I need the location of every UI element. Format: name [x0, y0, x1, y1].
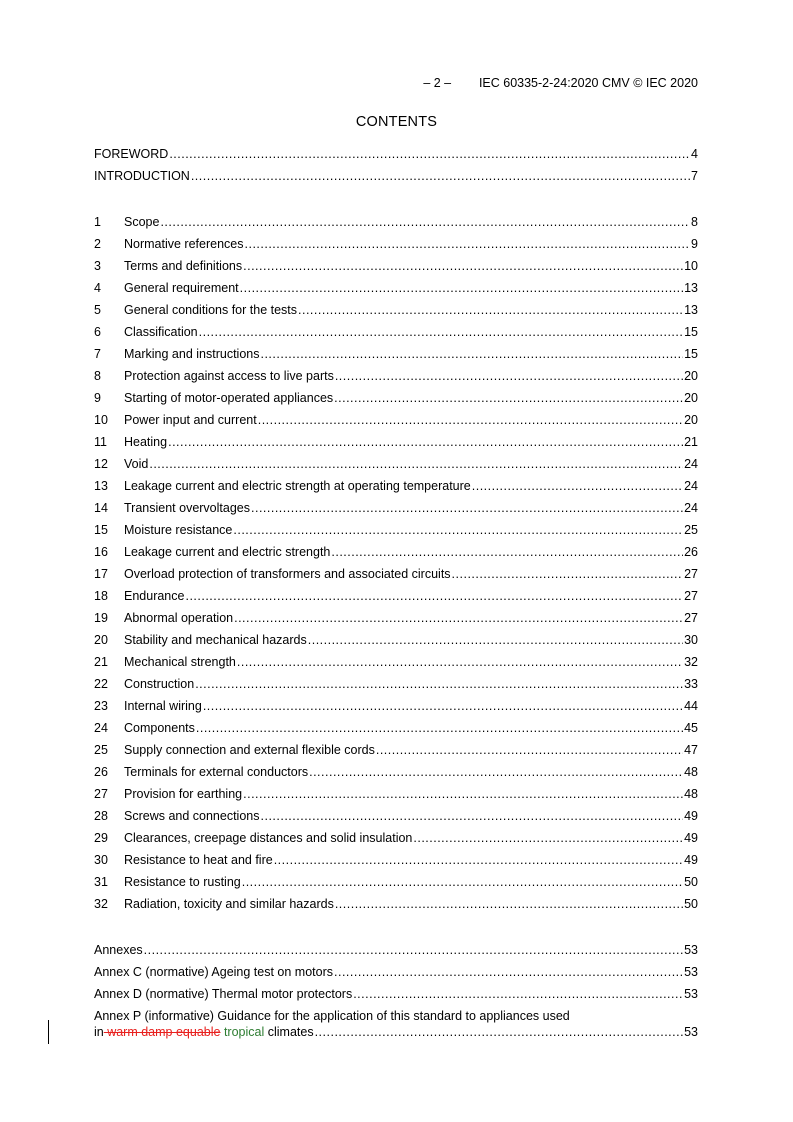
toc-entry[interactable]	[94, 874, 698, 890]
dot-leader	[169, 146, 690, 162]
toc-entry[interactable]	[94, 280, 698, 296]
toc-entry-title: Resistance to heat and fire	[124, 853, 273, 867]
toc-entry-title: Marking and instructions	[124, 347, 260, 361]
toc-entry[interactable]	[94, 146, 698, 162]
dot-leader	[334, 390, 683, 406]
toc-page-number: 21	[684, 435, 698, 449]
toc-entry-title: Leakage current and electric strength	[124, 545, 331, 559]
toc-page-number: 8	[691, 215, 698, 229]
page-number: – 2 –	[423, 76, 452, 90]
dot-leader	[149, 456, 683, 472]
dot-leader	[413, 830, 683, 846]
dot-leader	[195, 676, 683, 692]
toc-entry[interactable]	[94, 302, 698, 318]
dot-leader	[168, 434, 683, 450]
clause-number: 9	[94, 391, 101, 405]
dot-leader	[298, 302, 683, 318]
dot-leader	[376, 742, 683, 758]
toc-entry[interactable]	[94, 964, 698, 980]
clause-number: 3	[94, 259, 101, 273]
toc-entry[interactable]	[94, 676, 698, 692]
toc-page-number: 49	[684, 831, 698, 845]
toc-entry[interactable]	[94, 830, 698, 846]
dot-leader	[243, 786, 683, 802]
toc-entry-title: Resistance to rusting	[124, 875, 241, 889]
toc-entry-title: Heating	[124, 435, 168, 449]
clause-number: 22	[94, 677, 108, 691]
clause-number: 27	[94, 787, 108, 801]
toc-entry-title: Endurance	[124, 589, 185, 603]
page-header	[0, 76, 698, 90]
toc-entry[interactable]	[94, 610, 698, 626]
toc-entry[interactable]	[94, 896, 698, 912]
toc-entry-title: Construction	[124, 677, 195, 691]
clause-number: 26	[94, 765, 108, 779]
clause-number: 1	[94, 215, 101, 229]
dot-leader	[274, 852, 683, 868]
clause-number: 14	[94, 501, 108, 515]
toc-entry[interactable]	[94, 786, 698, 802]
toc-entry-title: Annexes	[94, 943, 143, 957]
toc-entry-title: Terms and definitions	[124, 259, 243, 273]
dot-leader	[237, 654, 683, 670]
clause-number: 12	[94, 457, 108, 471]
toc-entry[interactable]	[94, 566, 698, 582]
toc-entry[interactable]	[94, 236, 698, 252]
toc-entry[interactable]	[94, 390, 698, 406]
toc-page-number: 49	[684, 809, 698, 823]
toc-entry[interactable]	[94, 412, 698, 428]
annex-p-line1[interactable]: Annex P (informative) Guidance for the application of this standard to appliances used	[94, 1009, 570, 1023]
dot-leader	[353, 986, 683, 1002]
toc-page-number: 53	[684, 1025, 698, 1039]
toc-entry[interactable]	[94, 764, 698, 780]
dot-leader	[452, 566, 684, 582]
clause-number: 17	[94, 567, 108, 581]
clause-number: 2	[94, 237, 101, 251]
inserted-text: tropical	[220, 1025, 265, 1039]
toc-entry-title: Classification	[124, 325, 198, 339]
dot-leader	[191, 168, 690, 184]
toc-entry[interactable]	[94, 698, 698, 714]
toc-entry-title: Stability and mechanical hazards	[124, 633, 307, 647]
clause-number: 13	[94, 479, 108, 493]
toc-entry[interactable]	[94, 214, 698, 230]
toc-entry-title: Abnormal operation	[124, 611, 234, 625]
clause-number: 23	[94, 699, 108, 713]
toc-page-number: 44	[684, 699, 698, 713]
toc-page-number: 10	[684, 259, 698, 273]
toc-entry[interactable]	[94, 346, 698, 362]
clause-number: 29	[94, 831, 108, 845]
clause-number: 5	[94, 303, 101, 317]
toc-page-number: 7	[691, 169, 698, 183]
clause-number: 21	[94, 655, 108, 669]
dot-leader	[260, 346, 683, 362]
toc-entry-title: Normative references	[124, 237, 244, 251]
toc-page-number: 26	[684, 545, 698, 559]
toc-page-number: 49	[684, 853, 698, 867]
toc-page-number: 15	[684, 347, 698, 361]
dot-leader	[243, 258, 683, 274]
annex-p-prefix: in	[94, 1025, 104, 1039]
clause-number: 16	[94, 545, 108, 559]
toc-page-number: 13	[684, 281, 698, 295]
toc-entry-title: Radiation, toxicity and similar hazards	[124, 897, 334, 911]
toc-entry[interactable]	[94, 324, 698, 340]
toc-page-number: 47	[684, 743, 698, 757]
toc-entry-title: Scope	[124, 215, 160, 229]
toc-page-number: 20	[684, 413, 698, 427]
dot-leader	[245, 236, 691, 252]
clause-number: 11	[94, 435, 107, 449]
toc-entry-title: Protection against access to live parts	[124, 369, 334, 383]
dot-leader	[258, 412, 683, 428]
toc-entry[interactable]	[94, 986, 698, 1002]
toc-entry-title: Terminals for external conductors	[124, 765, 309, 779]
toc-entry-title: Screws and connections	[124, 809, 260, 823]
toc-entry[interactable]	[94, 852, 698, 868]
dot-leader	[309, 764, 683, 780]
clause-number: 25	[94, 743, 108, 757]
dot-leader	[240, 280, 683, 296]
toc-page-number: 53	[684, 943, 698, 957]
toc-page-number: 45	[684, 721, 698, 735]
dot-leader	[261, 808, 684, 824]
clause-number: 31	[94, 875, 108, 889]
toc-entry-title: Supply connection and external flexible cords	[124, 743, 375, 757]
toc-entry[interactable]	[94, 500, 698, 516]
toc-entry-title: FOREWORD	[94, 147, 169, 161]
toc-entry[interactable]	[94, 808, 698, 824]
toc-page-number: 15	[684, 325, 698, 339]
toc-entry[interactable]	[94, 742, 698, 758]
toc-page-number: 24	[684, 479, 698, 493]
dot-leader	[185, 588, 683, 604]
clause-number: 30	[94, 853, 108, 867]
toc-entry[interactable]	[94, 720, 698, 736]
dot-leader	[234, 610, 683, 626]
page-title: CONTENTS	[355, 114, 438, 130]
dot-leader	[472, 478, 683, 494]
toc-page-number: 13	[684, 303, 698, 317]
standard-reference: IEC 60335-2-24:2020 CMV © IEC 2020	[478, 76, 698, 90]
clause-number: 10	[94, 413, 108, 427]
toc-page-number: 53	[684, 965, 698, 979]
clause-number: 32	[94, 897, 108, 911]
dot-leader	[251, 500, 683, 516]
toc-entry[interactable]	[94, 654, 698, 670]
toc-entry-title: Void	[124, 457, 149, 471]
toc-entry-title: Internal wiring	[124, 699, 202, 713]
toc-page-number: 48	[684, 765, 698, 779]
dot-leader	[335, 368, 683, 384]
clause-number: 24	[94, 721, 108, 735]
toc-entry-title: General requirement	[124, 281, 239, 295]
dot-leader	[160, 214, 690, 230]
clause-number: 20	[94, 633, 108, 647]
toc-page-number: 27	[684, 567, 698, 581]
clause-number: 18	[94, 589, 108, 603]
toc-entry-title: Provision for earthing	[124, 787, 243, 801]
toc-entry-title: Components	[124, 721, 195, 735]
toc-entry[interactable]	[94, 478, 698, 494]
dot-leader	[196, 720, 683, 736]
toc-entry-title: General conditions for the tests	[124, 303, 298, 317]
dot-leader	[308, 632, 683, 648]
toc-entry-title: Mechanical strength	[124, 655, 236, 669]
toc-entry-title: Annex D (normative) Thermal motor protectors	[94, 987, 353, 1001]
toc-entry-title: Starting of motor-operated appliances	[124, 391, 334, 405]
toc-entry-title: Power input and current	[124, 413, 257, 427]
toc-page-number: 27	[684, 589, 698, 603]
toc-page-number: 25	[684, 523, 698, 537]
toc-page-number: 27	[684, 611, 698, 625]
toc-page-number: 33	[684, 677, 698, 691]
toc-entry[interactable]	[94, 588, 698, 604]
toc-page-number: 24	[684, 457, 698, 471]
change-bar	[48, 1020, 49, 1044]
toc-entry-title: Transient overvoltages	[124, 501, 250, 515]
dot-leader	[335, 896, 683, 912]
toc-page-number: 50	[684, 875, 698, 889]
clause-number: 28	[94, 809, 108, 823]
toc-entry[interactable]	[94, 522, 698, 538]
dot-leader	[144, 942, 683, 958]
toc-entry[interactable]	[94, 942, 698, 958]
annex-p-entry[interactable]	[94, 1024, 698, 1040]
clause-number: 4	[94, 281, 101, 295]
toc-page-number: 4	[691, 147, 698, 161]
toc-page-number: 32	[684, 655, 698, 669]
clause-number: 19	[94, 611, 108, 625]
deleted-text: warm damp equable	[103, 1025, 221, 1039]
toc-page-number: 53	[684, 987, 698, 1001]
toc-entry-title: Annex C (normative) Ageing test on motors	[94, 965, 334, 979]
toc-entry[interactable]	[94, 258, 698, 274]
annex-p-line2	[94, 1024, 314, 1040]
toc-entry[interactable]	[94, 456, 698, 472]
toc-page-number: 20	[684, 391, 698, 405]
toc-page-number: 48	[684, 787, 698, 801]
toc-page-number: 50	[684, 897, 698, 911]
toc-page-number: 20	[684, 369, 698, 383]
dot-leader	[315, 1024, 684, 1040]
clause-number: 15	[94, 523, 108, 537]
toc-entry[interactable]	[94, 434, 698, 450]
toc-entry[interactable]	[94, 368, 698, 384]
toc-entry[interactable]	[94, 544, 698, 560]
toc-entry-title: Overload protection of transformers and associated circuits	[124, 567, 451, 581]
dot-leader	[334, 964, 683, 980]
toc-entry-title: Clearances, creepage distances and solid insulation	[124, 831, 413, 845]
annex-p-suffix: climates	[264, 1025, 314, 1039]
dot-leader	[203, 698, 683, 714]
toc-entry-title: Moisture resistance	[124, 523, 233, 537]
dot-leader	[242, 874, 683, 890]
dot-leader	[199, 324, 683, 340]
clause-number: 6	[94, 325, 101, 339]
toc-entry[interactable]	[94, 632, 698, 648]
dot-leader	[331, 544, 683, 560]
clause-number: 8	[94, 369, 101, 383]
dot-leader	[233, 522, 683, 538]
toc-entry[interactable]	[94, 168, 698, 184]
toc-entry-title: Leakage current and electric strength at operating temperature	[124, 479, 471, 493]
toc-page-number: 30	[684, 633, 698, 647]
toc-entry-title: INTRODUCTION	[94, 169, 190, 183]
toc-page-number: 24	[684, 501, 698, 515]
clause-number: 7	[94, 347, 101, 361]
toc-page-number: 9	[691, 237, 698, 251]
